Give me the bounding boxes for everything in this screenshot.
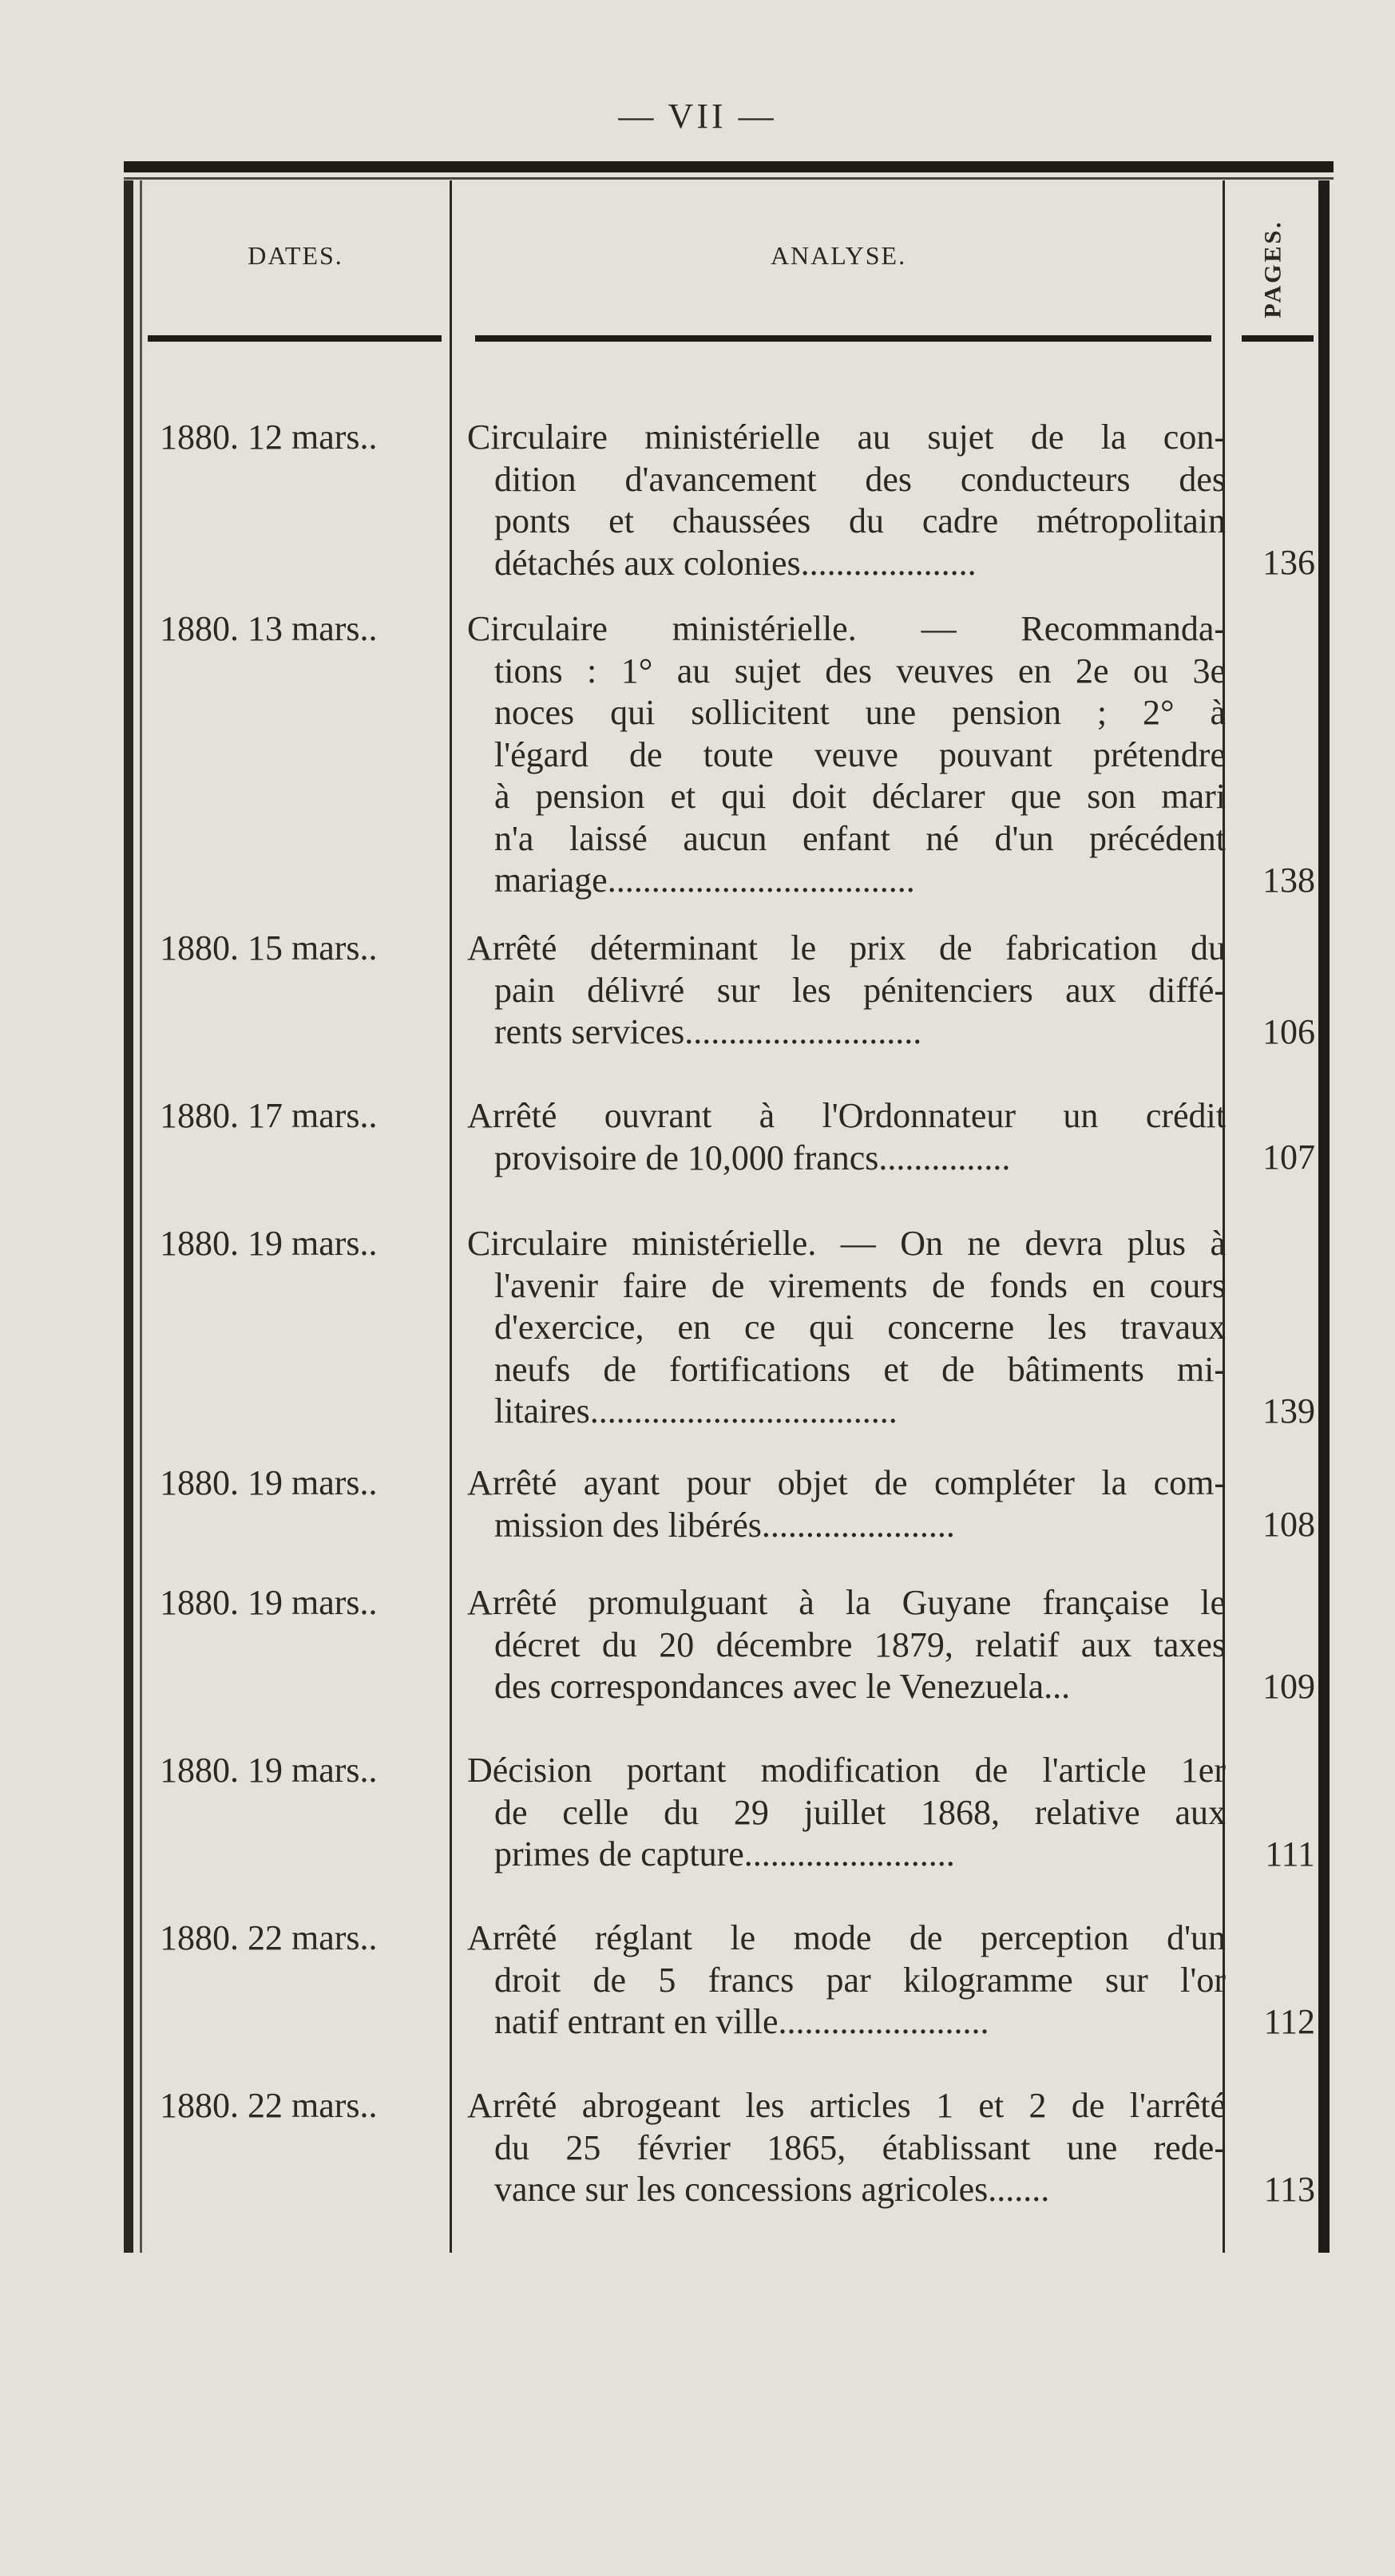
- analysis-line: l'avenir faire de virements de fonds en cours: [494, 1265, 1226, 1305]
- entry-date: 1880. 19 mars..: [160, 1463, 378, 1502]
- analysis-line: l'égard de toute veuve pouvant prétendre: [494, 734, 1226, 774]
- analysis-line: Circulaire ministérielle. — On ne devra plus à: [467, 1224, 1226, 1263]
- analysis-line: mission des libérés......................: [494, 1505, 955, 1545]
- analysis-line: à pension et qui doit déclarer que son mari: [494, 777, 1226, 816]
- entry-page: 112: [1263, 2002, 1315, 2041]
- analysis-line: dition d'avancement des conducteurs des: [494, 459, 1226, 499]
- table-top-rule-thin: [124, 177, 1334, 180]
- index-table: [124, 161, 1334, 2253]
- analysis-line: droit de 5 francs par kilogramme sur l'or: [494, 1960, 1226, 2000]
- entry-date: 1880. 13 mars..: [160, 609, 378, 648]
- entry-date: 1880. 19 mars..: [160, 1583, 378, 1622]
- analysis-line: Arrêté ayant pour objet de compléter la com-: [467, 1463, 1226, 1502]
- entry-analysis: [467, 928, 1226, 1054]
- entry-analysis: [467, 1750, 1226, 1876]
- entry-analysis: [467, 1223, 1226, 1433]
- analysis-line: du 25 février 1865, établissant une rede-: [494, 2127, 1226, 2167]
- header-dates: DATES.: [248, 241, 343, 270]
- entry-analysis: [467, 417, 1226, 584]
- right-border: [1318, 180, 1330, 2253]
- analysis-line: de celle du 29 juillet 1868, relative aux: [494, 1792, 1226, 1832]
- header-pages: [1234, 209, 1314, 329]
- entry-date: 1880. 17 mars..: [160, 1096, 378, 1135]
- entry-analysis: [467, 1095, 1226, 1179]
- entry-analysis: [467, 1917, 1226, 2044]
- entry-date: 1880. 22 mars..: [160, 1918, 378, 1957]
- entry-date: 1880. 15 mars..: [160, 928, 378, 967]
- entry-date: 1880. 19 mars..: [160, 1224, 378, 1263]
- entry-analysis: [467, 1582, 1226, 1708]
- analysis-line: Arrêté promulguant à la Guyane française le: [467, 1583, 1226, 1622]
- entry-analysis: [467, 608, 1226, 902]
- analysis-line: neufs de fortifications et de bâtiments mi-: [494, 1349, 1226, 1389]
- entry-page: 106: [1262, 1012, 1315, 1051]
- analysis-line: des correspondances avec le Venezuela...: [494, 1667, 1071, 1706]
- header-rule-dates: [148, 335, 442, 342]
- entry-page: 136: [1262, 543, 1315, 582]
- entry-analysis: [467, 2085, 1226, 2211]
- left-border-thin: [140, 180, 142, 2253]
- header-pages-label: PAGES.: [1260, 220, 1287, 319]
- header-rule-analyse: [475, 335, 1211, 342]
- analysis-line: provisoire de 10,000 francs...............: [494, 1138, 1011, 1177]
- analysis-line: Circulaire ministérielle au sujet de la con-: [467, 417, 1226, 457]
- entry-page: 109: [1262, 1667, 1315, 1706]
- analysis-line: Arrêté réglant le mode de perception d'un: [467, 1918, 1226, 1957]
- entry-date: 1880. 12 mars..: [160, 417, 378, 457]
- entry-page: 113: [1263, 2170, 1315, 2209]
- analysis-line: vance sur les concessions agricoles.......: [494, 2170, 1050, 2209]
- dates-column-divider: [450, 180, 452, 2253]
- analysis-line: Décision portant modification de l'article 1er: [467, 1751, 1226, 1790]
- analysis-line: Arrêté ouvrant à l'Ordonnateur un crédit: [467, 1096, 1226, 1135]
- analysis-line: décret du 20 décembre 1879, relatif aux taxes: [494, 1624, 1226, 1664]
- left-border: [124, 180, 133, 2253]
- page-number: — VII —: [618, 97, 777, 136]
- entry-date: 1880. 19 mars..: [160, 1751, 378, 1790]
- analysis-line: litaires...................................: [494, 1391, 898, 1430]
- analysis-line: pain délivré sur les pénitenciers aux diffé-: [494, 970, 1226, 1010]
- analysis-line: rents services...........................: [494, 1012, 922, 1051]
- entry-page: 107: [1262, 1138, 1315, 1177]
- analysis-line: détachés aux colonies....................: [494, 543, 977, 583]
- table-top-rule: [124, 161, 1334, 172]
- analysis-line: Arrêté abrogeant les articles 1 et 2 de l'arrêté: [467, 2086, 1226, 2125]
- entry-analysis: [467, 1462, 1226, 1546]
- analysis-line: primes de capture........................: [494, 1834, 955, 1874]
- analysis-line: noces qui sollicitent une pension ; 2° à: [494, 693, 1226, 732]
- entry-page: 139: [1262, 1391, 1315, 1430]
- analysis-line: tions : 1° au sujet des veuves en 2e ou 3e: [494, 651, 1226, 690]
- analysis-line: ponts et chaussées du cadre métropolitain: [494, 501, 1226, 540]
- analysis-line: natif entrant en ville........................: [494, 2002, 989, 2041]
- entry-page: 111: [1265, 1834, 1315, 1874]
- analysis-line: d'exercice, en ce qui concerne les travaux: [494, 1308, 1226, 1347]
- entry-page: 138: [1262, 861, 1315, 900]
- entry-date: 1880. 22 mars..: [160, 2086, 378, 2125]
- analysis-line: Arrêté déterminant le prix de fabrication du: [467, 928, 1226, 967]
- header-analyse: ANALYSE.: [770, 241, 907, 270]
- analysis-line: Circulaire ministérielle. — Recommanda-: [467, 609, 1226, 648]
- analysis-line: n'a laissé aucun enfant né d'un précédent: [494, 818, 1226, 858]
- entry-page: 108: [1262, 1505, 1315, 1544]
- header-rule-pages: [1242, 335, 1314, 342]
- analysis-line: mariage...................................: [494, 861, 915, 900]
